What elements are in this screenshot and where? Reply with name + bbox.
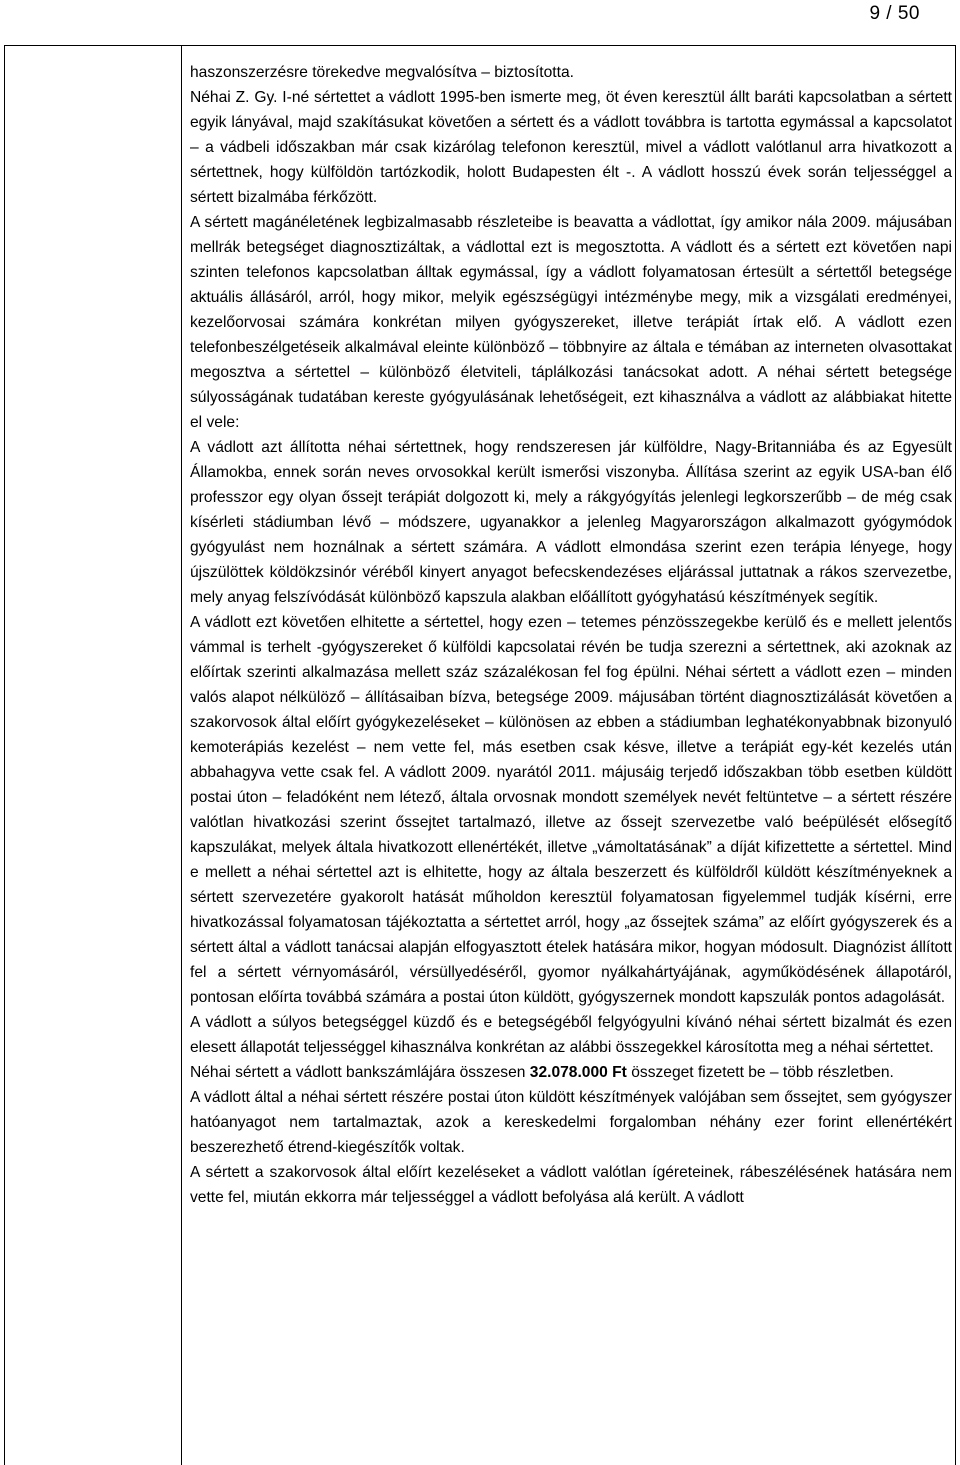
page-number: 9 / 50	[869, 3, 920, 24]
document-body	[190, 60, 952, 1210]
paragraph: A vádlott a súlyos betegséggel küzdő és e betegségéből felgyógyulni kívánó néhai sértett bizalmát és ezen elesett állapotát teljességgel kihasználva konkrétan az alábbi összegekkel károsította meg a néhai sértettet.	[190, 1014, 952, 1056]
paragraph: haszonszerzésre törekedve megvalósítva – biztosította.	[190, 64, 574, 81]
paragraph: A sértett magánéletének legbizalmasabb részleteibe is beavatta a vádlottat, így amikor nála 2009. májusában mellrák betegséget diagnosztizáltak, a vádlottal ezt is megosztotta. A vádlott és a sértett ezt követően napi szinten telefonos kapcsolatban álltak egymással, így a vádlott folyamatosan értesült a sértettől betegsége aktuális állásáról, arról, hogy mikor, melyik egészségügyi intézménybe megy, mik a vizsgálati eredményei, kezelőorvosai számára konkrétan milyen gyógyszereket, illetve terápiát írtak elő. A vádlott ezen telefonbeszélgetéseik alkalmával eleinte különböző – többnyire az általa e témában az interneten olvasottakat megosztva a sértettel – különböző életviteli, táplálkozási tanácsokat adott. A néhai sértett betegsége súlyosságának tudatában kereste gyógyulásának lehetőségeit, ezt kihasználva a vádlott az alábbiakat hitette el vele:	[190, 214, 952, 431]
paragraph: A vádlott ezt követően elhitette a sértettel, hogy ezen – tetemes pénzösszegekbe kerülő és e mellett jelentős vámmal is terhelt -gyógyszereket ő külföldi kapcsolatai révén be tudja szerezni a sértettnek, aki azoknak az előírtak szerinti alkalmazása mellett száz százalékosan fel fog épülni. Néhai sértett a vádlott ezen – minden valós alapot nélkülöző – állításaiban bízva, betegsége 2009. májusában történt diagnosztizálását követően a szakorvosok által előírt gyógykezeléseket – különösen az ebben a stádiumban leghatékonyabbnak bizonyuló kemoterápiás kezelést – nem vette fel, más esetben csak késve, illetve a terápiát egy-két kezelés után abbahagyva vette csak fel. A vádlott 2009. nyarától 2011. májusáig terjedő időszakban több esetben küldött postai úton – feladóként nem létező, általa orvosnak mondott személyek nevét feltüntetve – a sértett részére valótlan hivatkozási szerint őssejtet tartalmazó, illetve az őssejt szervezetbe való beépülését elősegítő kapszulákat, melyek általa hivatkozott ellenértékét, illetve „vámoltatásának” a díját kifizettette a sértettel. Mind e mellett a néhai sértettel azt is elhitette, hogy az általa beszerzett és külföldről küldött készítményeknek a sértett szervezetére gyakorolt hatását műholdon keresztül folyamatosan figyelemmel tudják kísérni, erre hivatkozással folyamatosan tájékoztatta a sértettet arról, hogy „az őssejtek száma” az előírt gyógyszerek és a sértett által a vádlott tanácsai alapján elfogyasztott ételek hatására mikor, hogyan módosult. Diagnózist állított fel a sértett vérnyomásáról, vérsüllyedéséről, gyomor nyálkahártyájának, agyműködésének állapotáról, pontosan előírta továbbá számára a postai úton küldött, gyógyszernek mondott kapszulák pontos adagolását.	[190, 614, 952, 1006]
paragraph: A vádlott által a néhai sértett részére postai úton küldött készítmények valójában sem őssejtet, sem gyógyszer hatóanyagot nem tartalmaztak, azok a kereskedelmi forgalomban néhány ezer forint ellenértékért beszerezhető étrend-kiegészítők voltak.	[190, 1089, 952, 1156]
paragraph: Néhai Z. Gy. I-né sértettet a vádlott 1995-ben ismerte meg, öt éven keresztül állt baráti kapcsolatban a sértett egyik lányával, majd szakításukat követően a sértett és a vádlott továbbra is tartotta egymással a kapcsolatot – a vádbeli időszakban már csak kizárólag telefonon keresztül, mivel a vádlott valótlanul arra hivatkozott a sértettnek, hogy külföldön tartózkodik, holott Budapesten élt -. A vádlott hosszú évek során teljességgel a sértett bizalmába férkőzött.	[190, 89, 952, 206]
paragraph: A vádlott azt állította néhai sértettnek, hogy rendszeresen jár külföldre, Nagy-Britanniába és az Egyesült Államokba, ennek során neves orvosokkal került ismerősi viszonyba. Állítása szerint az egyik USA-ban élő professzor egy olyan őssejt terápiát dolgozott ki, mely a rákgyógyítás jelenlegi legkorszerűbb – de még csak kísérleti stádiumban lévő – módszere, ugyanakkor a jelenleg Magyarországon alkalmazott gyógymódok gyógyulást nem hoználnak a sértett számára. A vádlott elmondása szerint ezen terápia lényege, hogy újszülöttek köldökzsinór véréből kinyert anyagot befecskendezéses eljárással juttatnak a rákos szervezetbe, mely anyag felszívódását különböző kapszula alakban előállított gyógyhatású készítmények segítik.	[190, 439, 952, 606]
paragraph: A sértett a szakorvosok által előírt kezeléseket a vádlott valótlan ígéreteinek, rábeszélésének hatására nem vette fel, miután ekkorra már teljességgel a vádlott befolyása alá került. A vádlott	[190, 1164, 952, 1206]
column-divider	[181, 45, 182, 1465]
amount-text-after: összeget fizetett be – több részletben.	[626, 1064, 894, 1081]
total-amount: 32.078.000 Ft	[529, 1064, 627, 1081]
amount-text-before: Néhai sértett a vádlott bankszámlájára összesen	[190, 1064, 530, 1081]
amount-paragraph	[190, 1060, 952, 1085]
